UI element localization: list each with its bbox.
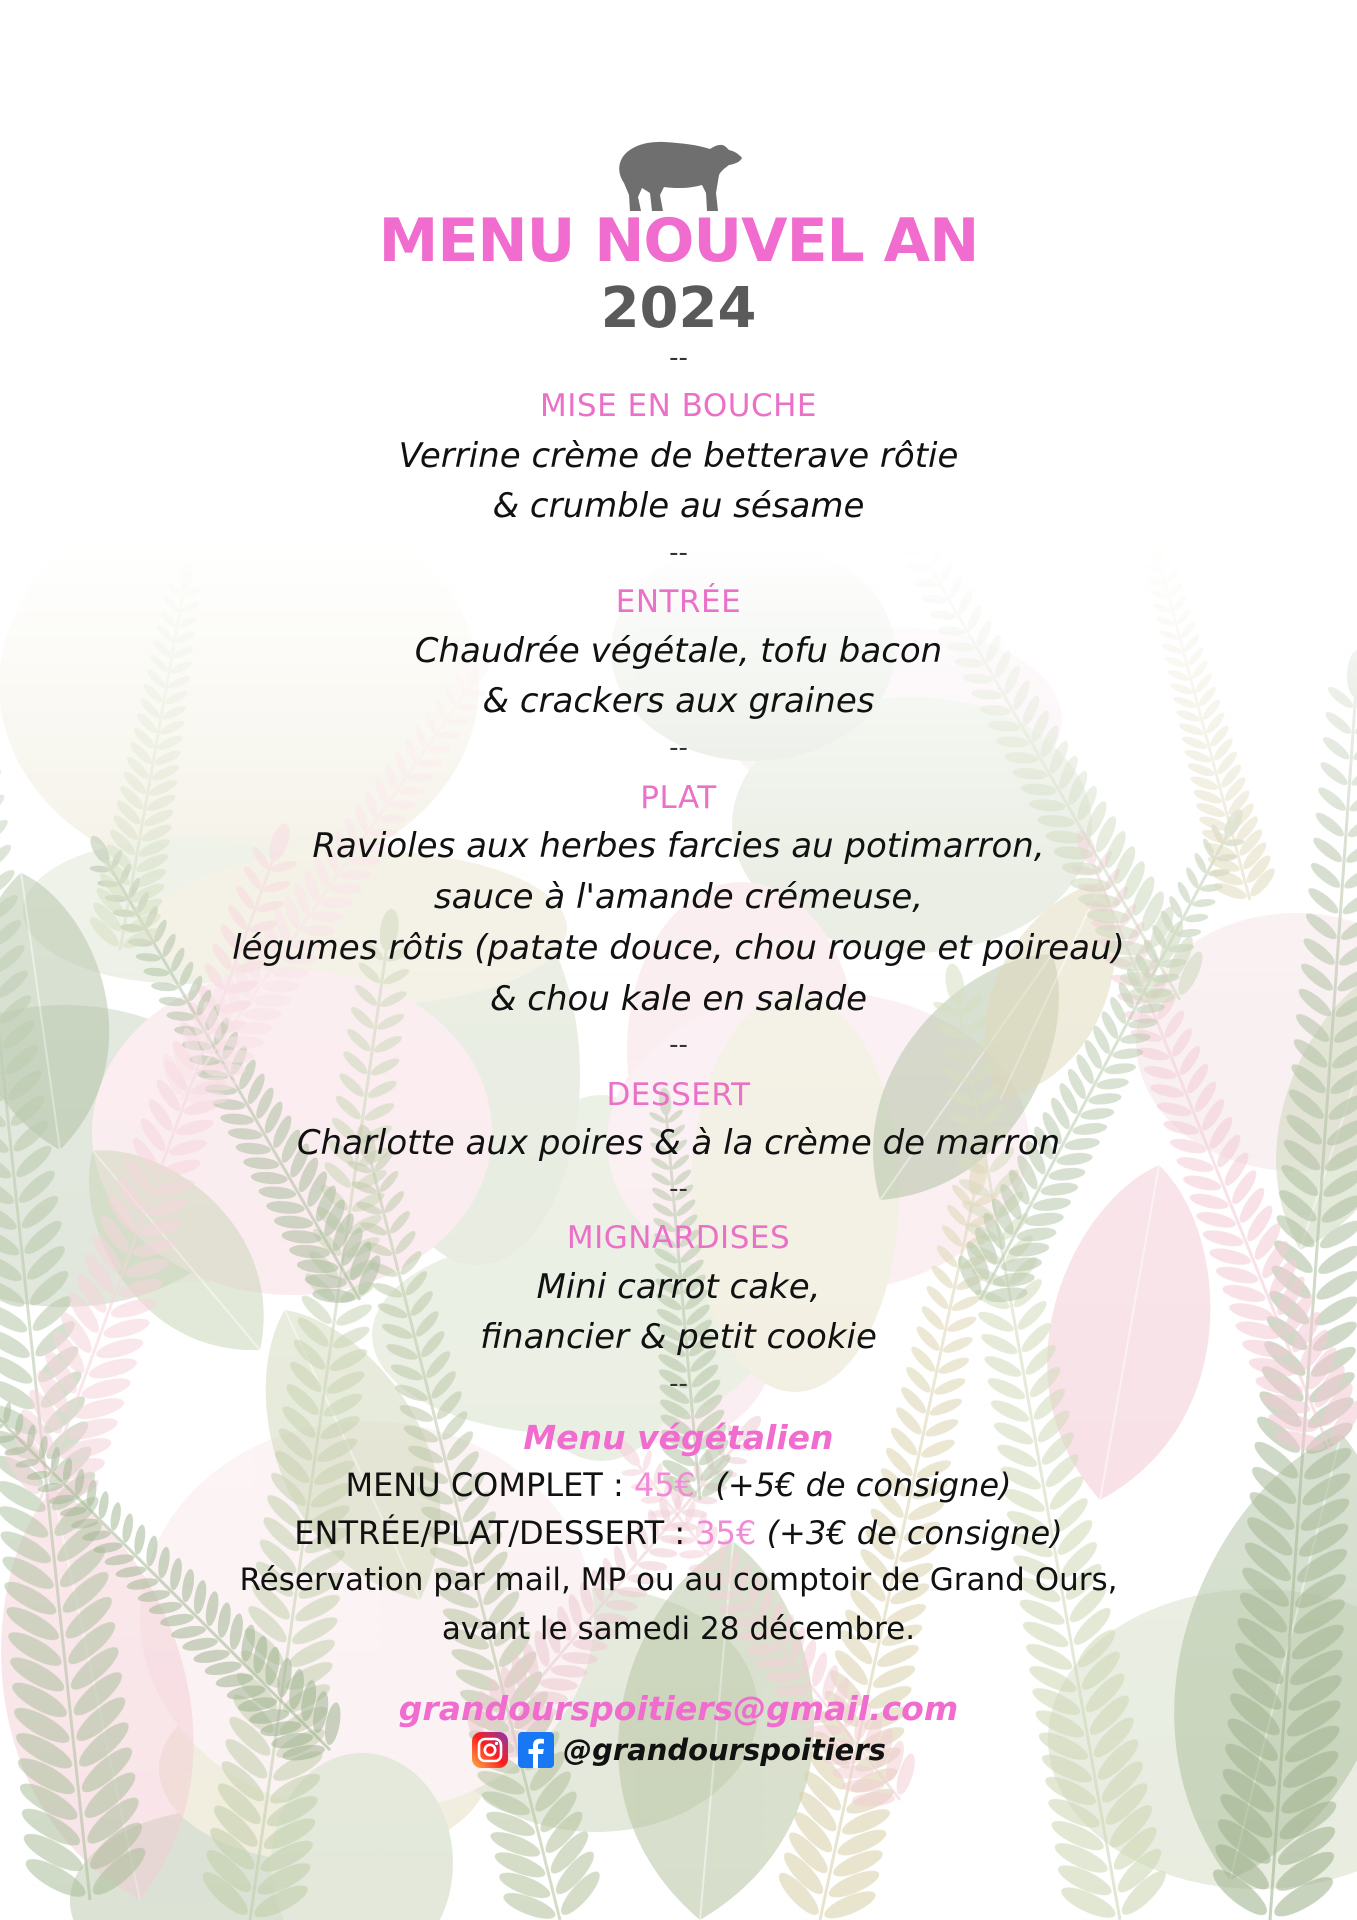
section-heading-mise-en-bouche: MISE EN BOUCHE <box>540 388 817 424</box>
section-heading-dessert: DESSERT <box>606 1077 751 1113</box>
dish-line: Ravioles aux herbes farcies au potimarron, <box>312 826 1045 866</box>
instagram-icon[interactable] <box>471 1731 509 1769</box>
social-handle[interactable]: @grandourspoitiers <box>563 1733 886 1767</box>
dish-line: Verrine crème de betterave rôtie <box>398 436 959 476</box>
price-line-three-courses <box>0 1514 1357 1552</box>
separator: -- <box>669 733 688 763</box>
section-heading-mignardises: MIGNARDISES <box>566 1220 791 1256</box>
separator: -- <box>669 343 688 373</box>
dish-line: & crumble au sésame <box>492 486 865 526</box>
separator: -- <box>669 1174 688 1204</box>
price-label: ENTRÉE/PLAT/DESSERT : <box>294 1514 686 1552</box>
dish-line: sauce à l'amande crémeuse, <box>433 877 924 917</box>
price-line-full-menu <box>0 1466 1357 1504</box>
dish-line: légumes rôtis (patate douce, chou rouge et poireau) <box>232 928 1125 968</box>
price-deposit: (+5€ de consigne) <box>715 1466 1012 1504</box>
menu-year: 2024 <box>600 276 757 341</box>
section-heading-plat: PLAT <box>640 780 717 816</box>
separator: -- <box>669 1369 688 1399</box>
facebook-icon[interactable] <box>517 1731 555 1769</box>
price-amount: 35€ <box>695 1514 757 1552</box>
price-label: MENU COMPLET : <box>345 1466 624 1504</box>
dish-line: & crackers aux graines <box>482 681 875 721</box>
social-links <box>0 1731 1357 1769</box>
reservation-line: Réservation par mail, MP ou au comptoir de Grand Ours, <box>239 1562 1118 1598</box>
separator: -- <box>669 1030 688 1060</box>
dish-line: Chaudrée végétale, tofu bacon <box>414 631 943 671</box>
dish-line: Mini carrot cake, <box>536 1267 821 1307</box>
reservation-line: avant le samedi 28 décembre. <box>441 1611 916 1647</box>
email-link[interactable]: grandourspoitiers@gmail.com <box>398 1689 959 1728</box>
dish-line: & chou kale en salade <box>489 979 868 1019</box>
price-amount: 45€ <box>633 1466 696 1504</box>
vegan-label: Menu végétalien <box>523 1418 834 1457</box>
dish-line: financier & petit cookie <box>480 1317 877 1357</box>
separator: -- <box>669 538 688 568</box>
section-heading-entree: ENTRÉE <box>615 584 742 620</box>
price-deposit: (+3€ de consigne) <box>766 1514 1063 1552</box>
bear-icon <box>612 133 746 213</box>
dish-line: Charlotte aux poires & à la crème de marron <box>296 1123 1061 1163</box>
menu-title: MENU NOUVEL AN <box>378 206 979 276</box>
